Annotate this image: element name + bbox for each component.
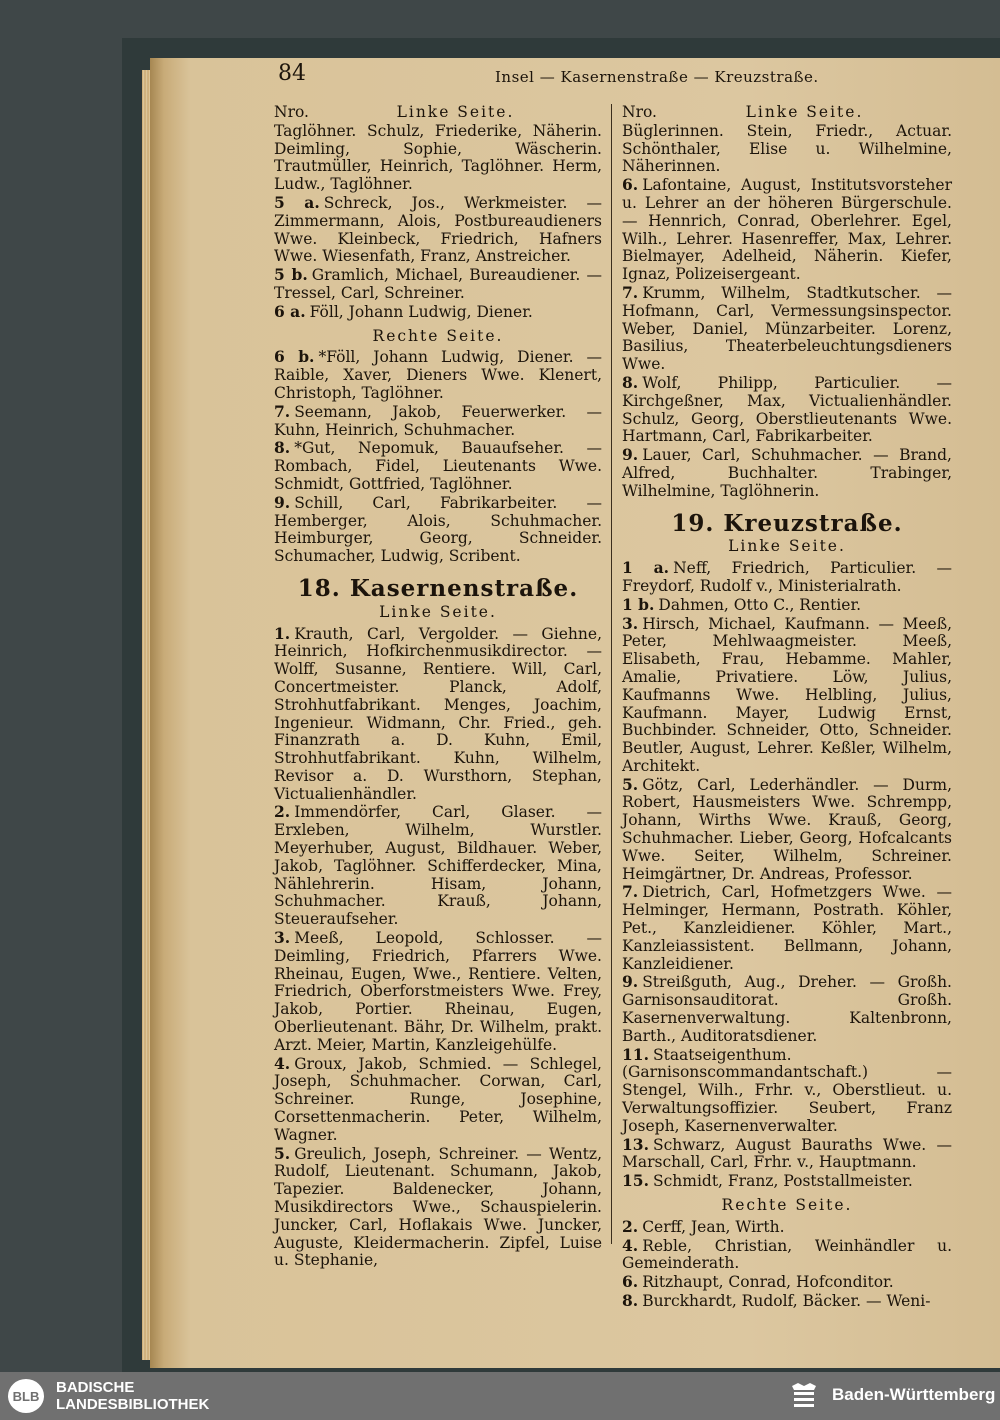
column-header — [274, 104, 602, 122]
house-number: 5. — [622, 774, 639, 794]
running-head: Insel — Kasernenstraße — Kreuzstraße. — [495, 68, 819, 86]
side-heading: Linke Seite. — [379, 602, 497, 621]
house-number: 6 a. — [274, 301, 306, 321]
entry-text: Lauer, Carl, Schuhmacher. — Brand, Alfred, Buchhalter. Trabinger, Wilhelmine, Taglöhnerin. — [622, 446, 952, 500]
entry-list — [274, 123, 602, 322]
entry-text: Krauth, Carl, Vergolder. — Giehne, Heinrich, Hofkirchenmusikdirector. — Wolff, Susanne, Rentiere. Will, Carl, Concertmeister. Planck, Adolf, Strohhutfabrikant. Menges, Joachim, Ingenieur. Widmann, Chr. Fried., geh. Finanzrath a. D. Kuhn, Emil, Strohhutfabrikant. Kuhn, Wilhelm, Revisor a. D. Wursthorn, Stephan, Victualienhändler. — [274, 624, 602, 803]
library-footer — [0, 1372, 1000, 1420]
header-side: Linke Seite. — [396, 103, 515, 121]
address-entry — [274, 266, 602, 303]
page-number: 84 — [278, 61, 306, 86]
address-entry — [622, 176, 952, 284]
address-entry — [622, 1237, 952, 1274]
house-number: 8. — [622, 372, 639, 392]
entry-text: Gramlich, Michael, Bureaudiener. — Tressel, Carl, Schreiner. — [274, 266, 602, 302]
house-number: 5. — [274, 1143, 291, 1163]
entry-list — [622, 559, 952, 1191]
entry-text: Streißguth, Aug., Dreher. — Großh. Garnisonsauditorat. Großh. Kasernenverwaltung. Kaltenbronn, Barth., Auditoratsdiener. — [622, 973, 952, 1045]
side-heading: Linke Seite. — [728, 537, 846, 556]
address-entry — [274, 625, 602, 804]
header-nro: Nro. — [274, 103, 309, 121]
house-number: 7. — [622, 282, 639, 302]
address-entry — [622, 1273, 952, 1292]
entry-list — [274, 625, 602, 1271]
library-name-line1: BADISCHE — [56, 1379, 135, 1396]
house-number: 4. — [274, 1053, 291, 1073]
left-column — [274, 104, 602, 1270]
address-entry — [622, 883, 952, 973]
house-number: 15. — [622, 1171, 649, 1191]
address-entry — [622, 123, 952, 176]
house-number: 3. — [622, 613, 639, 633]
entry-text: Krumm, Wilhelm, Stadtkutscher. — Hofmann, Carl, Vermessungsinspector. Weber, Daniel, Münzarbeiter. Lorenz, Basilius, Theaterbeleuchtungsdieners Wwe. — [622, 283, 952, 374]
house-number: 9. — [274, 492, 291, 512]
house-number: 9. — [622, 972, 639, 992]
column-rule — [611, 104, 612, 1244]
address-entry — [622, 1172, 952, 1191]
address-entry — [622, 559, 952, 596]
entry-text: Groux, Jakob, Schmied. — Schlegel, Joseph, Schuhmacher. Corwan, Carl, Schreiner. Runge, Josephine, Corsettenmacherin. Peter, Wilhelm, Wagner. — [274, 1054, 602, 1144]
address-entry — [274, 929, 602, 1055]
entry-text: Schreck, Jos., Werkmeister. — Zimmermann, Alois, Postbureaudieners Wwe. Kleinbeck, Friedrich, Hafners Wwe. Wiesenfath, Franz, Anstreicher. — [274, 193, 602, 266]
entry-text: Burckhardt, Rudolf, Bäcker. — Weni- — [642, 1292, 931, 1310]
entry-text: Hirsch, Michael, Kaufmann. — Meeß, Peter, Mehlwaagmeister. Meeß, Elisabeth, Frau, Hebamme. Mahler, Amalie, Privatiere. Löw, Julius, Kaufmanns Wwe. Helbling, Julius, Kaufmann. Mayer, Ludwig Ernst, Buchbinder. Schneider, Otto, Schneider. Beutler, August, Lehrer. Keßler, Wilhelm, Architekt. — [622, 614, 952, 775]
blb-logo[interactable]: BLB — [8, 1379, 44, 1413]
book-page — [150, 58, 1000, 1368]
address-entry — [274, 1055, 602, 1145]
address-entry — [622, 1136, 952, 1173]
entry-text: Götz, Carl, Lederhändler. — Durm, Robert, Hausmeisters Wwe. Schrempp, Johann, Wirths Wwe. Krauß, Georg, Schuhmacher. Lieber, Georg, Hofcalcants Wwe. Seiter, Wilhelm, Schreiner. Heimgärtner, Dr. Andreas, Professor. — [622, 775, 952, 883]
coat-of-arms-icon — [788, 1380, 820, 1412]
address-entry — [622, 374, 952, 446]
address-entry — [622, 776, 952, 884]
address-entry — [622, 615, 952, 776]
house-number: 5 a. — [274, 192, 320, 212]
address-entry — [274, 803, 602, 929]
entry-text: Wolf, Philipp, Particulier. — Kirchgeßner, Max, Victualienhändler. Schulz, Georg, Oberstlieutenants Wwe. Hartmann, Carl, Fabrikarbeiter. — [622, 373, 952, 446]
house-number: 2. — [274, 802, 291, 822]
address-entry — [274, 348, 602, 402]
section-title: 19. Kreuzstraße. — [671, 509, 903, 537]
address-entry — [622, 1046, 952, 1136]
house-number: 4. — [622, 1235, 639, 1255]
house-number: 3. — [274, 928, 291, 948]
entry-text: Immendörfer, Carl, Glaser. — Erxleben, Wilhelm, Wurstler. Meyerhuber, August, Bildhauer. Weber, Jakob, Taglöhner. Schifferdecker, Mina, Nählehrerin. Hisam, Johann, Schuhmacher. Krauß, Johann, Steueraufseher. — [274, 803, 602, 929]
house-number: 7. — [274, 401, 291, 421]
entry-list — [622, 1218, 952, 1311]
column-header — [622, 104, 952, 122]
side-heading: Rechte Seite. — [721, 1196, 853, 1215]
entry-text: Lafontaine, August, Institutsvorsteher u. Lehrer an der höheren Bürgerschule. — Hennrich, Conrad, Oberlehrer. Egel, Wilh., Lehrer. Hasenreffer, Max, Lehrer. Bielmayer, Adelheid, Näherin. Kiefer, Ignaz, Polizeisergeant. — [622, 176, 952, 284]
house-number: 8. — [622, 1291, 639, 1310]
entry-text: Dahmen, Otto C., Rentier. — [658, 595, 862, 614]
house-number: 5 b. — [274, 265, 308, 285]
entry-text: Schill, Carl, Fabrikarbeiter. — Hemberger, Alois, Schuhmacher. Heimburger, Georg, Schneider. Schumacher, Ludwig, Scribent. — [274, 493, 602, 566]
house-number: 6. — [622, 175, 639, 195]
address-entry — [622, 446, 952, 500]
address-entry — [274, 494, 602, 566]
address-entry — [622, 1218, 952, 1237]
entry-text: Ritzhaupt, Conrad, Hofconditor. — [642, 1273, 894, 1292]
address-entry — [274, 123, 602, 194]
entry-text: Schmidt, Franz, Poststallmeister. — [652, 1172, 913, 1191]
address-entry — [622, 973, 952, 1045]
house-number: 2. — [622, 1216, 639, 1236]
entry-text: Seemann, Jakob, Feuerwerker. — Kuhn, Heinrich, Schuhmacher. — [274, 402, 602, 439]
library-name-line2: LANDESBIBLIOTHEK — [56, 1396, 210, 1413]
address-entry — [622, 284, 952, 374]
header-side: Linke Seite. — [745, 103, 864, 121]
house-number: 6. — [622, 1272, 639, 1292]
entry-list — [274, 348, 602, 566]
house-number: 1. — [274, 623, 291, 643]
entry-text: Büglerinnen. Stein, Friedr., Actuar. Schönthaler, Elise u. Wilhelmine, Näherinnen. — [622, 121, 952, 176]
entry-text: Staatseigenthum. (Garnisonscommandantschaft.) — Stengel, Wilh., Frhr. v., Oberstlieut. u. Verwaltungsoffizier. Seubert, Franz Joseph, Kasernenverwalter. — [622, 1045, 952, 1135]
right-column — [622, 104, 952, 1311]
house-number: 11. — [622, 1044, 649, 1064]
entry-text: Cerff, Jean, Wirth. — [642, 1217, 785, 1236]
state-name: Baden-Württemberg — [832, 1385, 996, 1404]
house-number: 6 b. — [274, 347, 315, 367]
house-number: 13. — [622, 1134, 649, 1154]
entry-text: Neff, Friedrich, Particulier. — Freydorf, Rudolf v., Ministerialrath. — [622, 559, 953, 595]
entry-text: Taglöhner. Schulz, Friederike, Näherin. Deimling, Sophie, Wäscherin. Trautmüller, Heinrich, Taglöhner. Herm, Ludw., Taglöhner. — [274, 121, 602, 194]
entry-text: *Gut, Nepomuk, Bauaufseher. — Rombach, Fidel, Lieutenants Wwe. Schmidt, Gottfried, Taglöhner. — [274, 439, 602, 493]
section-title: 18. Kasernenstraße. — [297, 574, 579, 602]
address-entry — [274, 194, 602, 266]
entry-text: Meeß, Leopold, Schlosser. — Deimling, Friedrich, Pfarrers Wwe. Rheinau, Eugen, Wwe., Rentiere. Velten, Friedrich, Oberforstmeisters Wwe. Frey, Jakob, Portier. Rheinau, Eugen, Oberlieutenant. Bähr, Dr. Wilhelm, prakt. Arzt. Meier, Martin, Kanzleigehülfe. — [274, 929, 602, 1054]
address-entry — [274, 403, 602, 440]
house-number: 8. — [274, 438, 291, 458]
address-entry — [274, 1145, 602, 1271]
house-number: 9. — [622, 445, 639, 465]
entry-text: Reble, Christian, Weinhändler u. Gemeinderath. — [622, 1236, 952, 1273]
entry-text: Föll, Johann Ludwig, Diener. — [309, 302, 533, 321]
address-entry — [274, 439, 602, 493]
house-number: 1 a. — [622, 558, 670, 578]
entry-text: Dietrich, Carl, Hofmetzgers Wwe. — Helminger, Hermann, Postrath. Köhler, Pet., Kanzleidiener. Köhler, Mart., Kanzleiassistent. Bellmann, Johann, Kanzleidiener. — [622, 883, 952, 973]
entry-text: *Föll, Johann Ludwig, Diener. — Raible, Xaver, Dieners Wwe. Klenert, Christoph, Taglöhner. — [274, 348, 602, 402]
entry-list — [622, 123, 952, 501]
entry-text: Greulich, Joseph, Schreiner. — Wentz, Rudolf, Lieutenant. Schumann, Jakob, Tapezier. Baldenecker, Johann, Musikdirectors Wwe., Schauspielerin. Juncker, Carl, Hoflakais Wwe. Juncker, Auguste, Kleidermacherin. Zipfel, Luise u. Stephanie, — [274, 1144, 602, 1270]
address-entry — [622, 1292, 952, 1311]
address-entry — [622, 596, 952, 615]
house-number: 1 b. — [622, 594, 655, 614]
header-nro: Nro. — [622, 103, 657, 121]
side-heading: Rechte Seite. — [372, 326, 504, 345]
house-number: 7. — [622, 882, 639, 902]
entry-text: Schwarz, August Bauraths Wwe. — Marschall, Carl, Frhr. v., Hauptmann. — [622, 1135, 952, 1172]
address-entry — [274, 303, 602, 322]
